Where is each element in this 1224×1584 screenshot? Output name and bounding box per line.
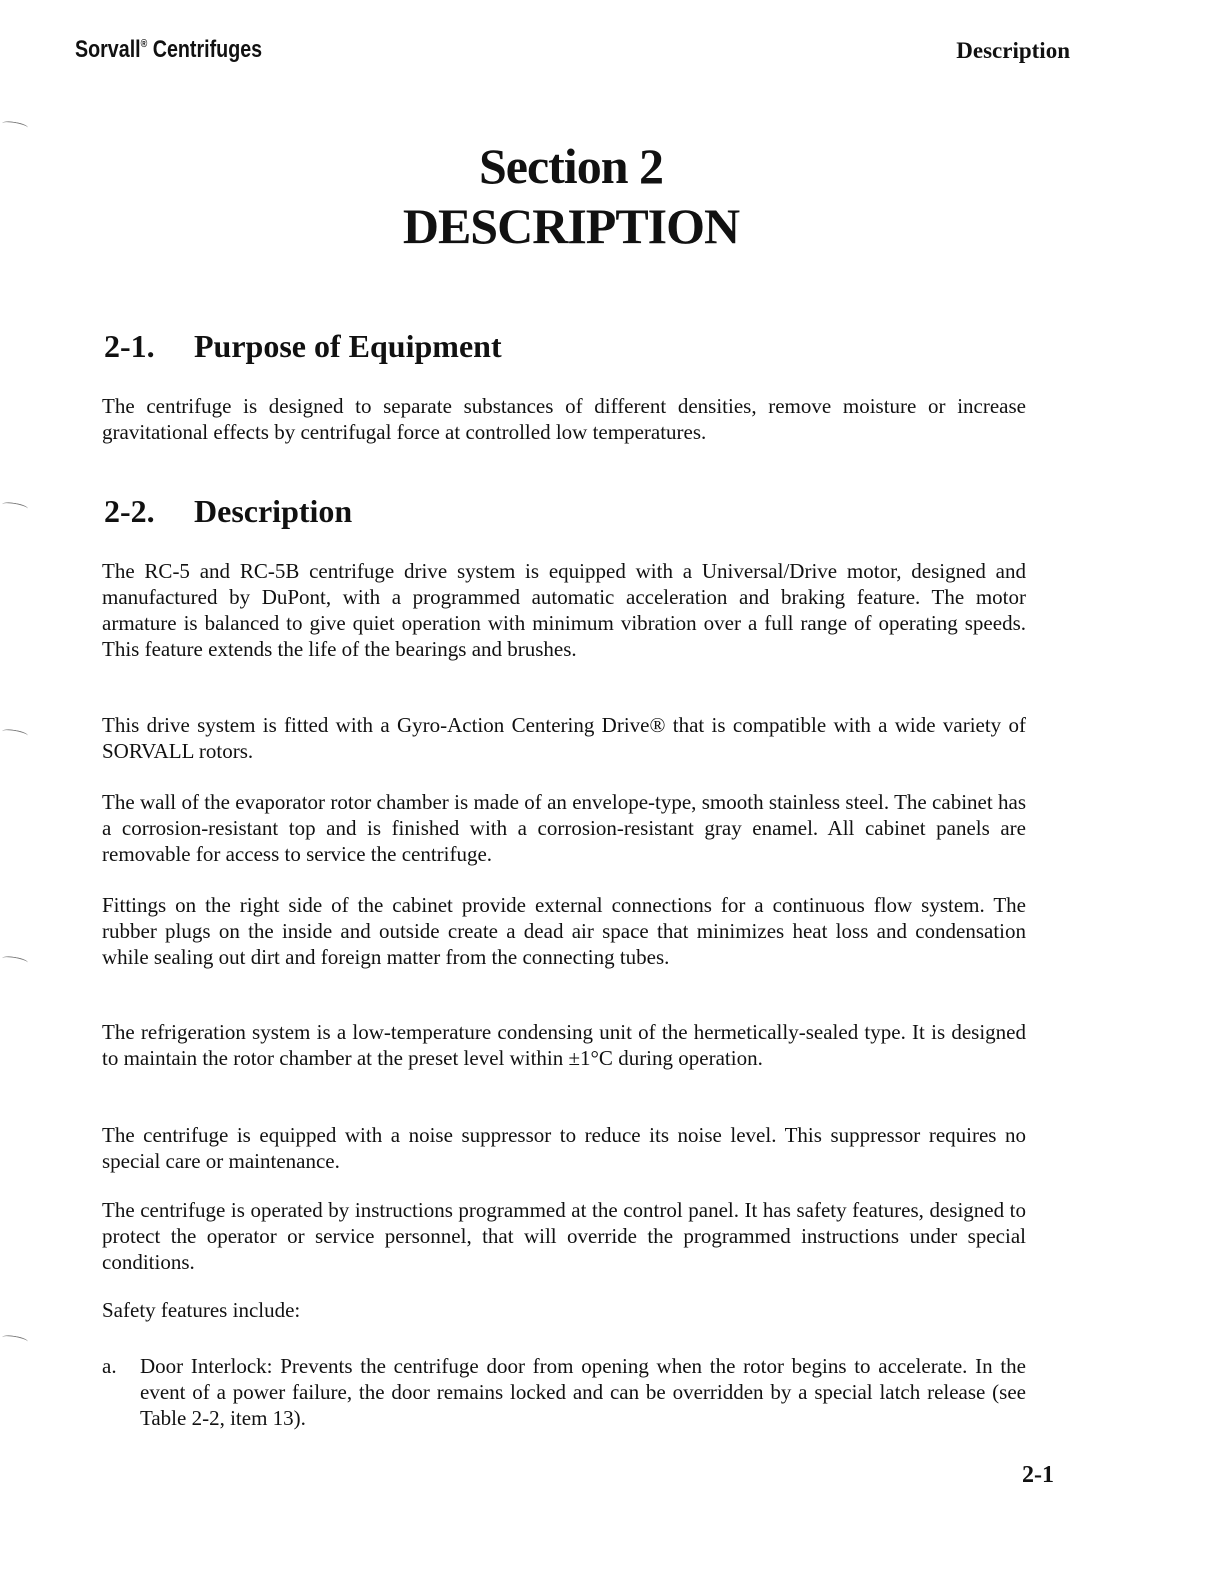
heading-number: 2-2. — [104, 493, 155, 529]
header-product: Centrifuges — [147, 36, 263, 63]
paragraph-safety-intro: Safety features include: — [102, 1298, 301, 1322]
header-brand: Sorvall — [75, 36, 141, 63]
page-number: 2-1 — [1022, 1462, 1054, 1488]
section-number-title: Section 2 — [478, 138, 664, 194]
scan-artifact — [2, 955, 29, 966]
registered-mark: ® — [140, 38, 148, 50]
heading-text: Purpose of Equipment — [194, 328, 502, 364]
paragraph-refrigeration: The refrigeration system is a low-temperature condensing unit of the hermetically-sealed type. It is designed to maintain the rotor chamber at the preset level within ±1°C during operation. — [102, 1020, 1026, 1070]
paragraph-noise-suppressor: The centrifuge is equipped with a noise suppressor to reduce its noise level. This suppressor requires no special care or maintenance. — [102, 1123, 1026, 1173]
heading-text: Description — [194, 493, 353, 529]
scan-artifact — [2, 728, 29, 739]
paragraph-control-panel: The centrifuge is operated by instructions programmed at the control panel. It has safety features, designed to protect the operator or service personnel, that will override the programmed instructions under special conditions. — [102, 1198, 1026, 1274]
paragraph-rotor-chamber: The wall of the evaporator rotor chamber is made of an envelope-type, smooth stainless steel. The cabinet has a corrosion-resistant top and is finished with a corrosion-resistant gray enamel. All cabinet panels are removable for access to service the centrifuge. — [102, 790, 1026, 866]
paragraph-purpose: The centrifuge is designed to separate substances of different densities, remove moisture or increase gravitational effects by centrifugal force at controlled low temperatures. — [102, 394, 1026, 444]
paragraph-drive-system: The RC-5 and RC-5B centrifuge drive system is equipped with a Universal/Drive motor, designed and manufactured by DuPont, with a programmed automatic acceleration and braking feature. The motor armature is balanced to give quiet operation with minimum vibration over a full range of operating speeds. This feature extends the life of the bearings and brushes. — [102, 559, 1026, 661]
heading-number: 2-1. — [104, 328, 155, 364]
list-marker: a. — [102, 1354, 117, 1378]
list-item-text: Door Interlock: Prevents the centrifuge door from opening when the rotor begins to accelerate. In the event of a power failure, the door remains locked and can be overridden by a special latch release (see Table 2-2, item 13). — [140, 1354, 1026, 1430]
section-name-title: DESCRIPTION — [402, 198, 740, 254]
running-header-right: Description — [956, 38, 1070, 63]
scan-artifact — [2, 501, 29, 512]
heading-description — [104, 493, 352, 530]
running-header-left — [75, 36, 262, 64]
paragraph-fittings: Fittings on the right side of the cabinet provide external connections for a continuous flow system. The rubber plugs on the inside and outside create a dead air space that minimizes heat loss and condensation while sealing out dirt and foreign matter from the connecting tubes. — [102, 893, 1026, 969]
heading-purpose-of-equipment — [104, 328, 502, 365]
paragraph-gyro-action: This drive system is fitted with a Gyro-Action Centering Drive® that is compatible with a wide variety of SORVALL rotors. — [102, 713, 1026, 763]
list-item-door-interlock — [102, 1353, 1026, 1431]
scan-artifact — [2, 120, 29, 131]
scan-artifact — [2, 1334, 29, 1345]
